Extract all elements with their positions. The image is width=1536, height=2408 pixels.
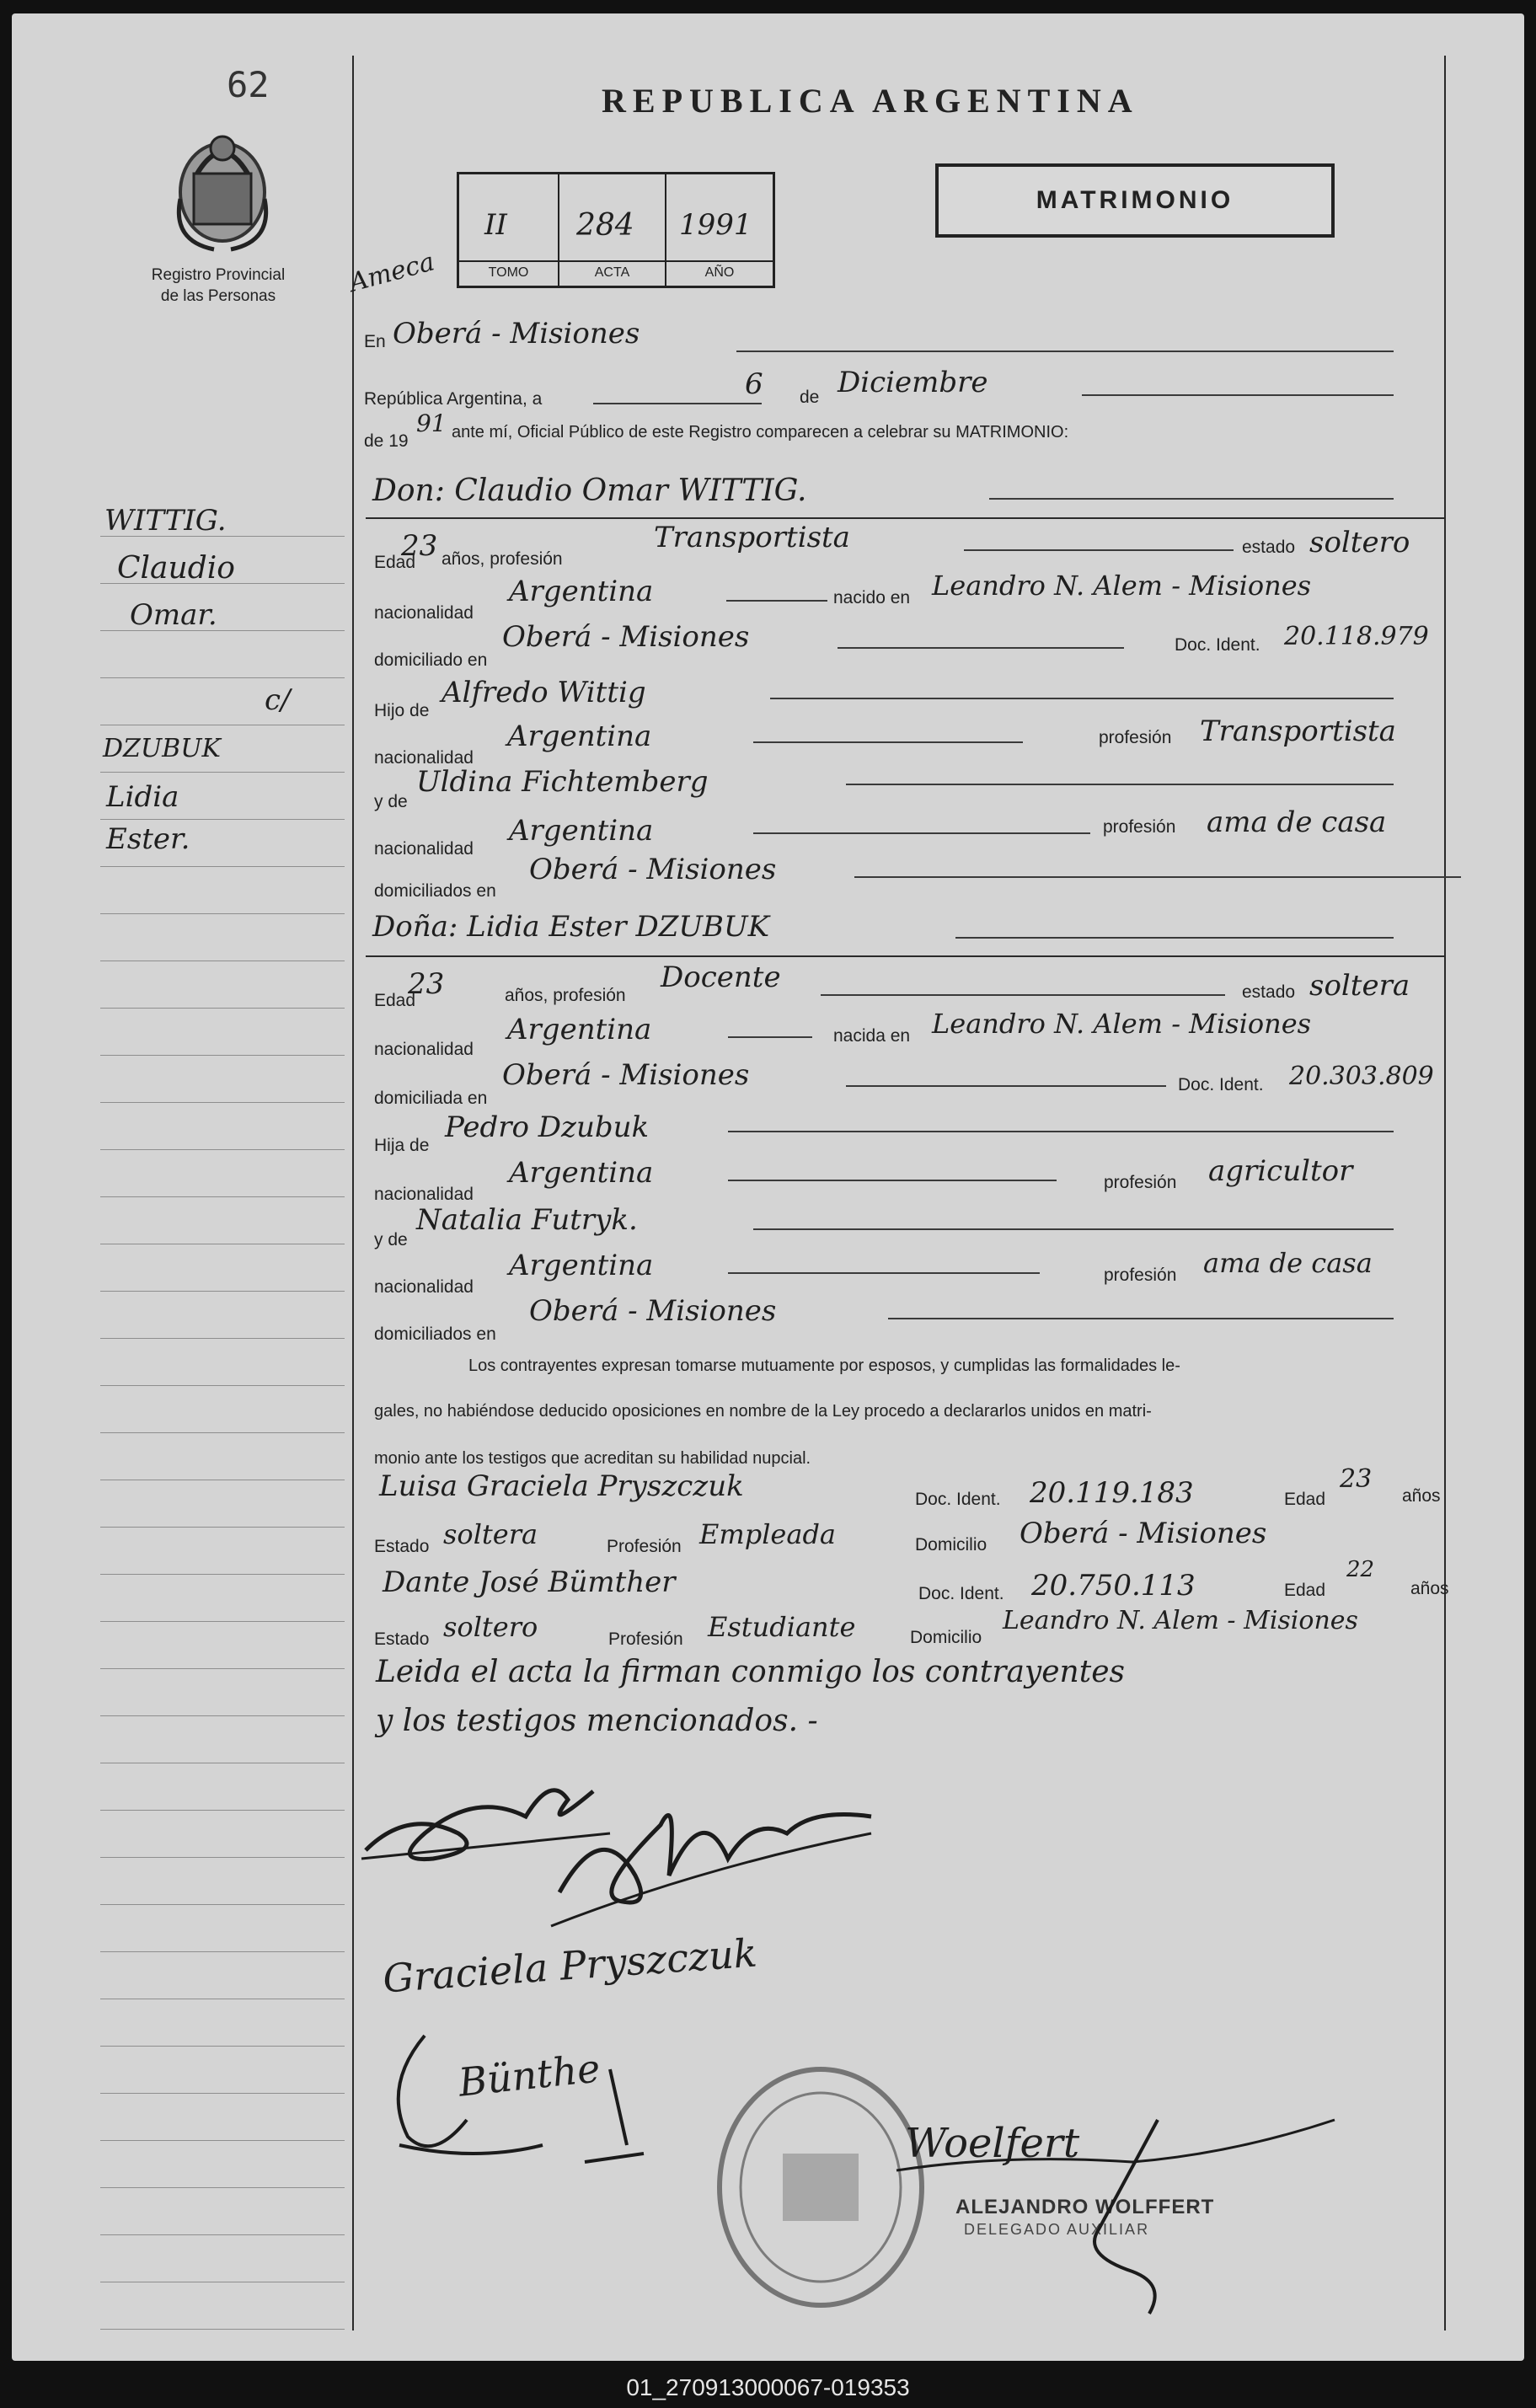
bride-madre-prof-label: profesión <box>1104 1266 1177 1285</box>
declaration-line-3: monio ante los testigos que acreditan su habilidad nupcial. <box>374 1449 811 1468</box>
bride-padre-nac-label: nacionalidad <box>374 1185 474 1204</box>
bride-edad: 23 <box>408 967 445 1001</box>
groom-edad: 23 <box>401 529 438 563</box>
ano-value: 1991 <box>679 208 752 242</box>
witness1-domicilio: Oberá - Misiones <box>1020 1517 1267 1550</box>
margin-note-2: Claudio <box>117 551 235 586</box>
year-value: 91 <box>416 409 447 437</box>
bride-padre-prof: agricultor <box>1208 1154 1353 1188</box>
bride-profesion: Docente <box>661 961 781 994</box>
record-type: MATRIMONIO <box>1036 186 1234 214</box>
bride-padre: Pedro Dzubuk <box>445 1110 650 1144</box>
witness1-profesion: Empleada <box>699 1518 836 1550</box>
acta-label: ACTA <box>594 265 630 280</box>
bride-padres-dom: Oberá - Misiones <box>529 1294 777 1328</box>
left-vertical-rule <box>352 56 354 2330</box>
bride-nacida: Leandro N. Alem - Misiones <box>932 1008 1312 1040</box>
groom-hijo-label: Hijo de <box>374 701 430 720</box>
groom-padre-prof-label: profesión <box>1099 728 1172 747</box>
bride-padres-dom-label: domiciliados en <box>374 1324 496 1344</box>
signature-witness2-flourish <box>374 2019 661 2170</box>
bride-profesion-label: años, profesión <box>505 986 626 1005</box>
groom-padre: Alfredo Wittig <box>442 676 646 709</box>
groom-nacionalidad: Argentina <box>509 575 654 608</box>
groom-doc: 20.118.979 <box>1284 622 1429 651</box>
officer-signature: Woelfert <box>905 2120 1080 2167</box>
witness2-domicilio: Leandro N. Alem - Misiones <box>1003 1606 1358 1635</box>
groom-madre-nac-label: nacionalidad <box>374 839 474 859</box>
en-label: En <box>364 332 386 351</box>
registry-name <box>113 265 324 307</box>
closing-line-1: Leida el acta la firman conmigo los contrayentes <box>376 1655 1125 1689</box>
groom-padres-dom: Oberá - Misiones <box>529 853 777 886</box>
groom-nacionalidad-label: nacionalidad <box>374 603 474 623</box>
tomo-cell <box>459 174 559 286</box>
declaration-line-1: Los contrayentes expresan tomarse mutuamente por esposos, y cumplidas las formalidades le- <box>468 1357 1180 1375</box>
republica-label: República Argentina, a <box>364 389 543 409</box>
bride-padre-nac: Argentina <box>509 1156 654 1190</box>
witness2-estado: soltero <box>443 1611 538 1643</box>
witness2-estado-label: Estado <box>374 1629 430 1649</box>
groom-doc-label: Doc. Ident. <box>1175 635 1260 655</box>
margin-note-7: Ester. <box>106 822 190 856</box>
month-de-label: de <box>800 388 820 407</box>
bride-nacionalidad-label: nacionalidad <box>374 1040 474 1059</box>
right-vertical-rule <box>1444 56 1446 2330</box>
reference-table <box>457 172 775 288</box>
en-value: Oberá - Misiones <box>393 317 640 350</box>
groom-madre-nac: Argentina <box>509 814 654 848</box>
witness2-doc-label: Doc. Ident. <box>918 1584 1004 1603</box>
witness2-domicilio-label: Domicilio <box>910 1628 982 1647</box>
bride-estado-label: estado <box>1242 982 1296 1002</box>
witness1-anos-label: años <box>1402 1486 1441 1506</box>
witness2-profesion: Estudiante <box>708 1611 856 1643</box>
year-label: de 19 <box>364 431 409 451</box>
bride-domicilio: Oberá - Misiones <box>502 1058 750 1092</box>
bride-madre-nac: Argentina <box>509 1249 654 1282</box>
witness2-anos-label: años <box>1410 1579 1449 1598</box>
header-title: REPUBLICA ARGENTINA <box>602 82 1139 120</box>
bride-name: Doña: Lidia Ester DZUBUK <box>372 910 770 944</box>
witness1-domicilio-label: Domicilio <box>915 1535 987 1554</box>
registry-line-1: Registro Provincial <box>151 266 286 284</box>
groom-nacido-label: nacido en <box>833 588 911 607</box>
registry-line-2: de las Personas <box>160 287 276 305</box>
groom-estado-label: estado <box>1242 538 1296 557</box>
margin-note-4: c/ <box>265 683 291 717</box>
bride-doc-label: Doc. Ident. <box>1178 1075 1264 1094</box>
bride-edad-label: Edad <box>374 991 416 1010</box>
officer-name: ALEJANDRO WOLFFERT <box>955 2196 1215 2218</box>
groom-profesion: Transportista <box>654 521 850 554</box>
groom-domicilio-label: domiciliado en <box>374 650 488 670</box>
tomo-label: TOMO <box>488 265 529 280</box>
declaration-line-2: gales, no habiéndose deducido oposiciones en nombre de la Ley procedo a declararlos unidos en matri- <box>374 1402 1152 1421</box>
margin-note-3: Omar. <box>130 598 217 632</box>
officer-signature-flourish <box>880 2103 1351 2322</box>
witness1-profesion-label: Profesión <box>607 1537 682 1556</box>
witness2-name: Dante José Bümther <box>383 1565 676 1599</box>
groom-madre-prof: ama de casa <box>1207 805 1387 839</box>
witness2-profesion-label: Profesión <box>608 1629 683 1649</box>
witness1-name: Luisa Graciela Pryszczuk <box>379 1469 744 1503</box>
witness2-edad-label: Edad <box>1284 1581 1326 1600</box>
groom-padre-nac: Argentina <box>507 720 652 753</box>
groom-domicilio: Oberá - Misiones <box>502 620 750 654</box>
groom-padres-dom-label: domiciliados en <box>374 881 496 901</box>
coat-of-arms-emblem <box>163 123 281 258</box>
groom-padre-prof: Transportista <box>1200 714 1396 748</box>
bride-estado: soltera <box>1309 969 1410 1003</box>
ante-text: ante mí, Oficial Público de este Registro comparecen a celebrar su MATRIMONIO: <box>452 423 1069 441</box>
day-value: 6 <box>745 367 763 401</box>
month-value: Diciembre <box>838 366 988 399</box>
groom-profesion-label: años, profesión <box>442 549 563 569</box>
witness1-edad-label: Edad <box>1284 1490 1326 1509</box>
groom-madre: Uldina Fichtemberg <box>416 765 709 799</box>
groom-estado: soltero <box>1309 526 1410 559</box>
witness2-edad: 22 <box>1346 1557 1375 1582</box>
acta-value: 284 <box>576 208 634 243</box>
margin-mark: Ameca <box>346 247 438 298</box>
bride-madre-prof: ama de casa <box>1203 1247 1373 1279</box>
witness1-doc: 20.119.183 <box>1030 1476 1194 1510</box>
image-caption: 01_270913000067-019353 <box>626 2374 910 2400</box>
groom-edad-label: Edad <box>374 553 416 572</box>
witness1-edad: 23 <box>1340 1464 1373 1494</box>
page-number: 62 <box>227 64 270 105</box>
margin-note-6: Lidia <box>106 780 179 814</box>
signature-bride <box>534 1766 888 1934</box>
bride-doc: 20.303.809 <box>1289 1062 1434 1091</box>
officer-signature-block <box>880 2103 1351 2322</box>
bride-madre: Natalia Futryk. <box>416 1203 638 1237</box>
signature-witness1: Graciela Pryszczuk <box>381 1929 759 2002</box>
groom-madre-yde-label: y de <box>374 792 408 811</box>
record-type-box <box>935 163 1335 238</box>
register-page <box>12 13 1524 2361</box>
groom-name: Don: Claudio Omar WITTIG. <box>372 474 807 508</box>
ano-cell <box>666 174 773 286</box>
bride-nacionalidad: Argentina <box>507 1013 652 1046</box>
officer-title: DELEGADO AUXILIAR <box>964 2221 1150 2238</box>
closing-line-2: y los testigos mencionados. - <box>376 1704 818 1738</box>
bride-madre-nac-label: nacionalidad <box>374 1277 474 1297</box>
tomo-value: II <box>484 208 507 242</box>
bride-nacida-label: nacida en <box>833 1026 911 1046</box>
witness1-estado-label: Estado <box>374 1537 430 1556</box>
margin-note-5: DZUBUK <box>103 734 221 763</box>
witness2-doc: 20.750.113 <box>1031 1569 1196 1603</box>
bride-madre-yde-label: y de <box>374 1230 408 1249</box>
witness1-estado: soltera <box>443 1518 538 1550</box>
bride-domicilio-label: domiciliada en <box>374 1089 488 1108</box>
margin-note-1: WITTIG. <box>104 504 227 538</box>
ano-label: AÑO <box>704 265 735 280</box>
bride-hija-label: Hija de <box>374 1136 430 1155</box>
acta-cell <box>559 174 666 286</box>
groom-padre-nac-label: nacionalidad <box>374 748 474 768</box>
groom-madre-prof-label: profesión <box>1103 817 1176 837</box>
bride-padre-prof-label: profesión <box>1104 1173 1177 1192</box>
signature-witness2: Bünthe <box>456 2045 602 2106</box>
witness1-doc-label: Doc. Ident. <box>915 1490 1001 1509</box>
groom-nacido: Leandro N. Alem - Misiones <box>932 570 1312 602</box>
